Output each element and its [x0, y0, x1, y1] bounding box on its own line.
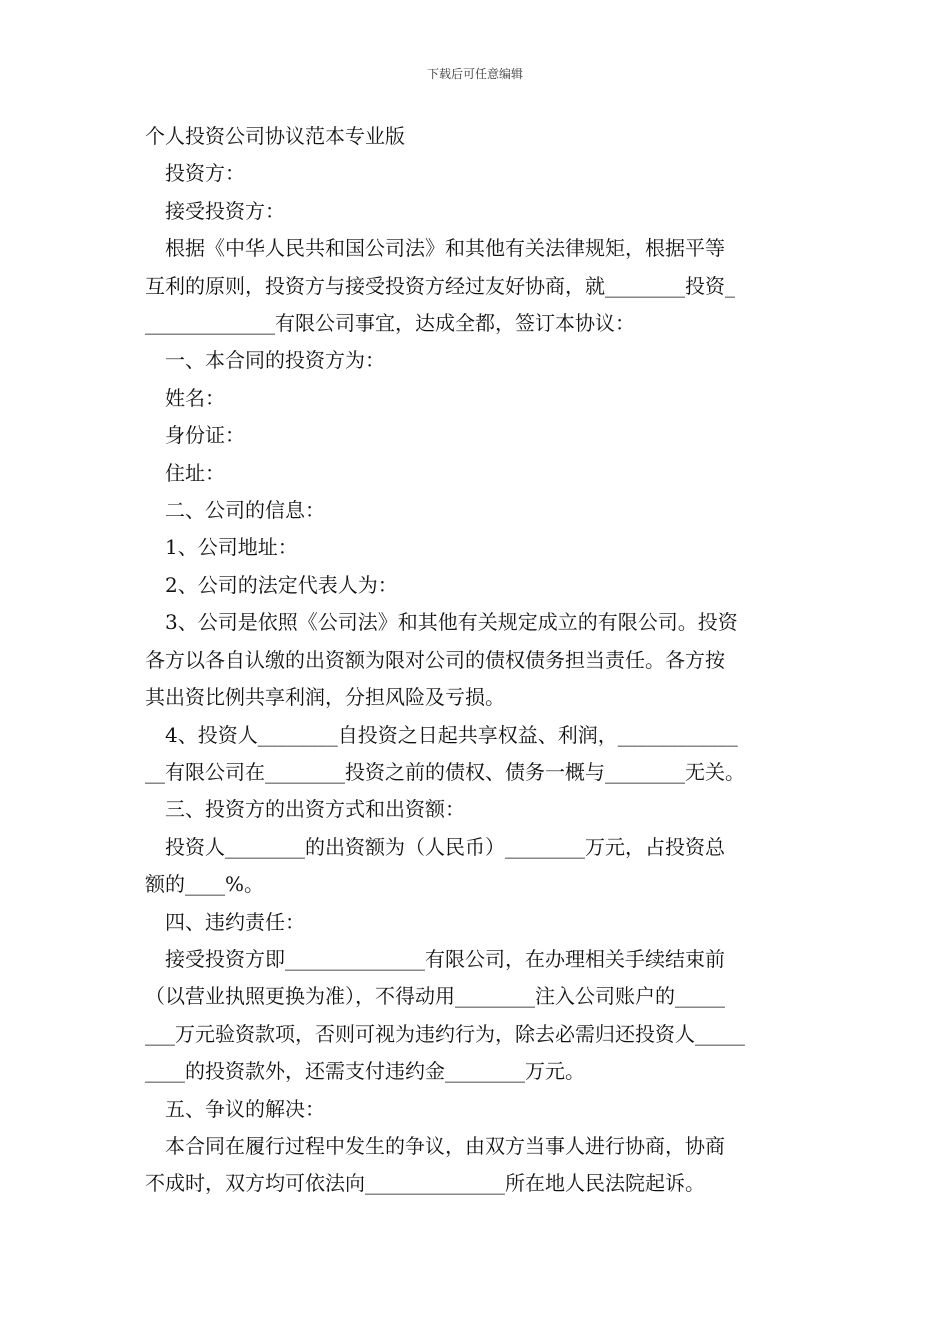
text-line: 3、公司是依照《公司法》和其他有关规定成立的有限公司。投资: [165, 610, 738, 635]
text-line: 四、违约责任：: [165, 909, 305, 934]
page-header: 下载后可任意编辑: [426, 67, 523, 81]
text-line: 二、公司的信息：: [165, 498, 325, 523]
text-line: 身份证：: [165, 423, 245, 448]
text-line: 不成时，双方均可依法向______________所在地人民法院起诉。: [145, 1171, 705, 1196]
text-line: 住址：: [165, 460, 225, 485]
text-line: _____________有限公司事宜，达成全都，签订本协议：: [145, 311, 635, 336]
document-body: [145, 118, 807, 1203]
text-line: 本合同在履行过程中发生的争议，由双方当事人进行协商，协商: [165, 1133, 725, 1158]
text-line: 互利的原则，投资方与接受投资方经过友好协商，就________投资_: [145, 273, 735, 298]
text-line: 额的____%。: [145, 872, 265, 897]
text-line: __有限公司在________投资之前的债权、债务一概与________无关。: [145, 759, 745, 784]
text-line: 1、公司地址：: [165, 535, 298, 560]
text-line: ___万元验资款项，否则可视为违约行为，除去必需归还投资人_____: [145, 1021, 745, 1046]
text-line: 投资方：: [165, 161, 245, 186]
text-line: 各方以各自认缴的出资额为限对公司的债权债务担当责任。各方按: [145, 647, 725, 672]
text-line: 根据《中华人民共和国公司法》和其他有关法律规矩，根据平等: [165, 236, 725, 261]
text-line: 接受投资方：: [165, 198, 285, 223]
document-title: 个人投资公司协议范本专业版: [145, 124, 405, 148]
text-line: 一、本合同的投资方为：: [165, 348, 385, 373]
text-line: 姓名：: [165, 385, 225, 410]
text-line: 2、公司的法定代表人为：: [165, 572, 398, 597]
text-line: 五、争议的解决：: [165, 1096, 325, 1121]
text-line: 三、投资方的出资方式和出资额：: [165, 797, 465, 822]
text-line: 4、投资人________自投资之日起共享权益、利润，____________: [165, 722, 738, 747]
text-line: 接受投资方即______________有限公司，在办理相关手续结束前: [165, 946, 725, 971]
text-line: 投资人________的出资额为（人民币）________万元，占投资总: [165, 834, 725, 859]
text-line: ____的投资款外，还需支付违约金________万元。: [145, 1059, 585, 1084]
text-line: 其出资比例共享利润，分担风险及亏损。: [145, 685, 505, 710]
text-line: （以营业执照更换为准），不得动用________注入公司账户的_____: [145, 984, 725, 1009]
